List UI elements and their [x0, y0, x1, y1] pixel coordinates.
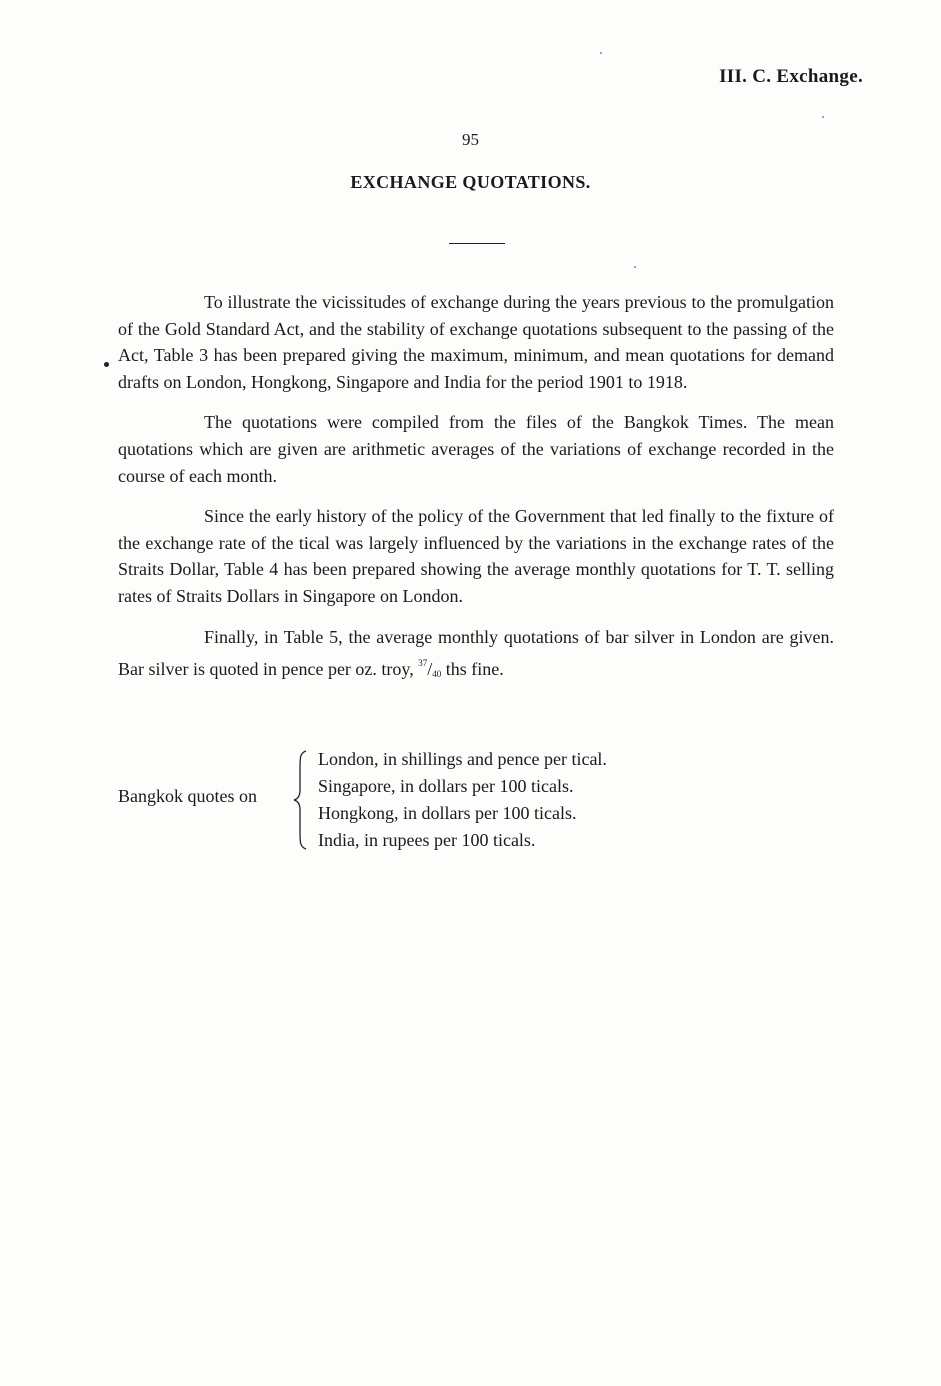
quote-item-london: London, in shillings and pence per tical.	[318, 749, 607, 769]
fraction-denominator: 40	[432, 669, 442, 680]
section-tag: III. C. Exchange.	[719, 66, 863, 87]
quote-item-singapore: Singapore, in dollars per 100 ticals.	[318, 776, 574, 796]
scan-speck	[104, 362, 109, 367]
scan-speck	[634, 266, 636, 268]
fine-fraction: $^{37}/_{40}$	[418, 658, 442, 680]
paragraph-4-suffix: ths fine.	[445, 659, 504, 680]
page-number: 95	[462, 130, 479, 149]
left-brace-icon	[292, 750, 312, 850]
quotes-list	[318, 746, 607, 854]
fraction-numerator: 37	[418, 658, 428, 669]
paragraph-2: The quotations were compiled from the files of the Bangkok Times. The mean quotations which are given are arithmetic averages of the variations of exchange recorded in the course of each month.	[118, 412, 834, 486]
body-text	[118, 289, 834, 702]
scan-speck	[600, 52, 602, 54]
quotes-label: Bangkok quotes on	[118, 786, 257, 806]
paragraph-4-text: Finally, in Table 5, the average monthly quotations of bar silver in London are given. Bar silver is quoted in pence per oz. troy,	[118, 626, 834, 680]
paragraph-3: Since the early history of the policy of the Government that led finally to the fixture of the exchange rate of the tical was largely influenced by the variations in the exchange rates of the Straits Dollar, Table 4 has been prepared showing the average monthly quotations for T. T. selling rates of Straits Dollars in Singapore on London.	[118, 506, 834, 606]
paragraph-4	[118, 624, 834, 688]
title-rule	[449, 243, 505, 244]
page-title: EXCHANGE QUOTATIONS.	[350, 172, 591, 192]
quote-item-hongkong: Hongkong, in dollars per 100 ticals.	[318, 803, 577, 823]
scan-speck	[822, 116, 824, 118]
quote-item-india: India, in rupees per 100 ticals.	[318, 830, 536, 850]
paragraph-1: To illustrate the vicissitudes of exchange during the years previous to the promulgation of the Gold Standard Act, and the stability of exchange quotations subsequent to the passing of the Act, Table 3 has been prepared giving the maximum, minimum, and mean quotations for demand drafts on London, Hongkong, Singapore and India for the period 1901 to 1918.	[118, 292, 834, 392]
